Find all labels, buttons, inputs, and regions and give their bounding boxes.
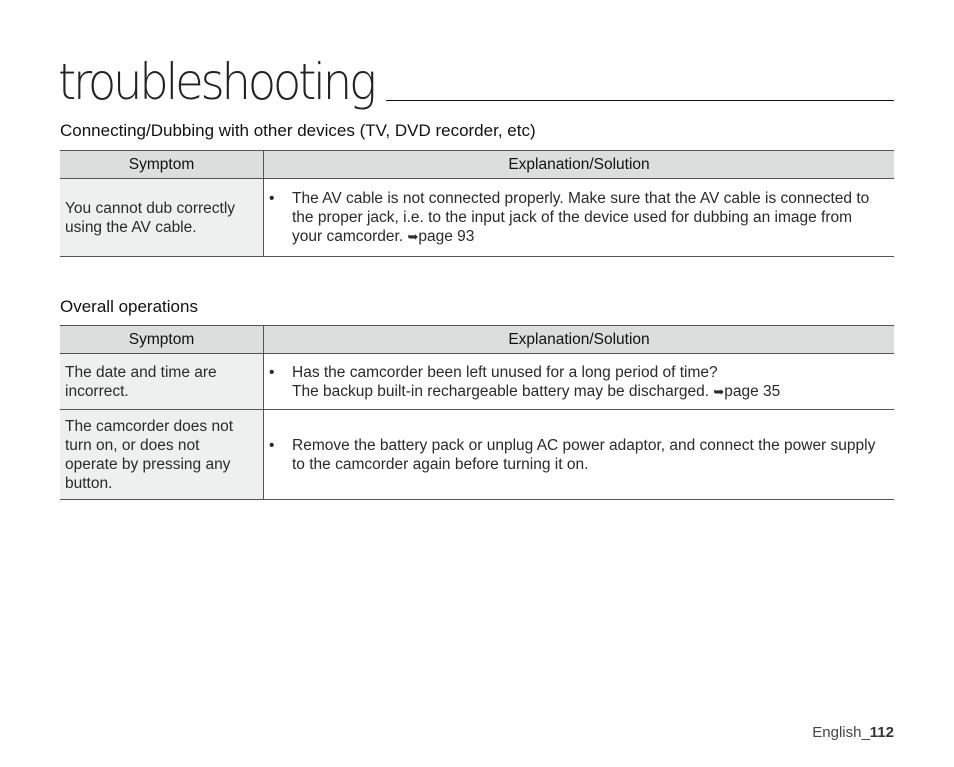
symptom-column-header: Symptom — [60, 151, 264, 179]
page-title: troubleshooting — [58, 53, 374, 111]
solution-text: The AV cable is not connected properly. Make sure that the AV cable is connected to the proper jack, i.e. to the input jack of the device used for dubbing an image from your camcorder. ➥page 93 — [292, 190, 870, 245]
symptom-cell: The camcorder does not turn on, or does not operate by pressing any button. — [60, 410, 264, 500]
solution-cell — [264, 410, 895, 500]
symptom-column-header: Symptom — [60, 326, 264, 354]
symptom-cell: The date and time are incorrect. — [60, 354, 264, 410]
table-row — [60, 410, 894, 500]
page-reference-arrow-icon: ➥ — [407, 229, 419, 244]
bullet-icon: • — [269, 363, 275, 381]
dubbing-troubleshooting-table — [60, 150, 894, 257]
solution-column-header: Explanation/Solution — [264, 151, 895, 179]
page-reference: page 35 — [724, 382, 781, 400]
page-footer — [812, 724, 894, 741]
page-reference: page 93 — [418, 228, 475, 245]
solution-bullet — [269, 363, 882, 401]
page-number: 112 — [869, 724, 894, 741]
table-row — [60, 179, 894, 257]
table-header-row — [60, 151, 894, 179]
bullet-icon: • — [269, 436, 275, 454]
section-heading-overall: Overall operations — [60, 297, 198, 316]
footer-language: English_ — [812, 724, 870, 741]
solution-cell — [264, 179, 895, 257]
solution-bullet — [269, 436, 882, 474]
solution-bullet — [269, 189, 882, 246]
title-rule — [386, 100, 894, 101]
overall-troubleshooting-table — [60, 325, 894, 500]
table-header-row — [60, 326, 894, 354]
solution-cell — [264, 354, 895, 410]
table-row — [60, 354, 894, 410]
page-reference-arrow-icon: ➥ — [713, 383, 725, 399]
solution-text: Remove the battery pack or unplug AC power adaptor, and connect the power supply to the camcorder again before turning it on. — [292, 436, 876, 473]
solution-column-header: Explanation/Solution — [264, 326, 895, 354]
bullet-icon: • — [269, 190, 275, 207]
section-heading-dubbing: Connecting/Dubbing with other devices (TV, DVD recorder, etc) — [60, 121, 536, 140]
symptom-cell: You cannot dub correctly using the AV cable. — [60, 179, 264, 257]
solution-text: Has the camcorder been left unused for a long period of time? The backup built-in rechargeable battery may be discharged. ➥page 35 — [292, 363, 781, 400]
